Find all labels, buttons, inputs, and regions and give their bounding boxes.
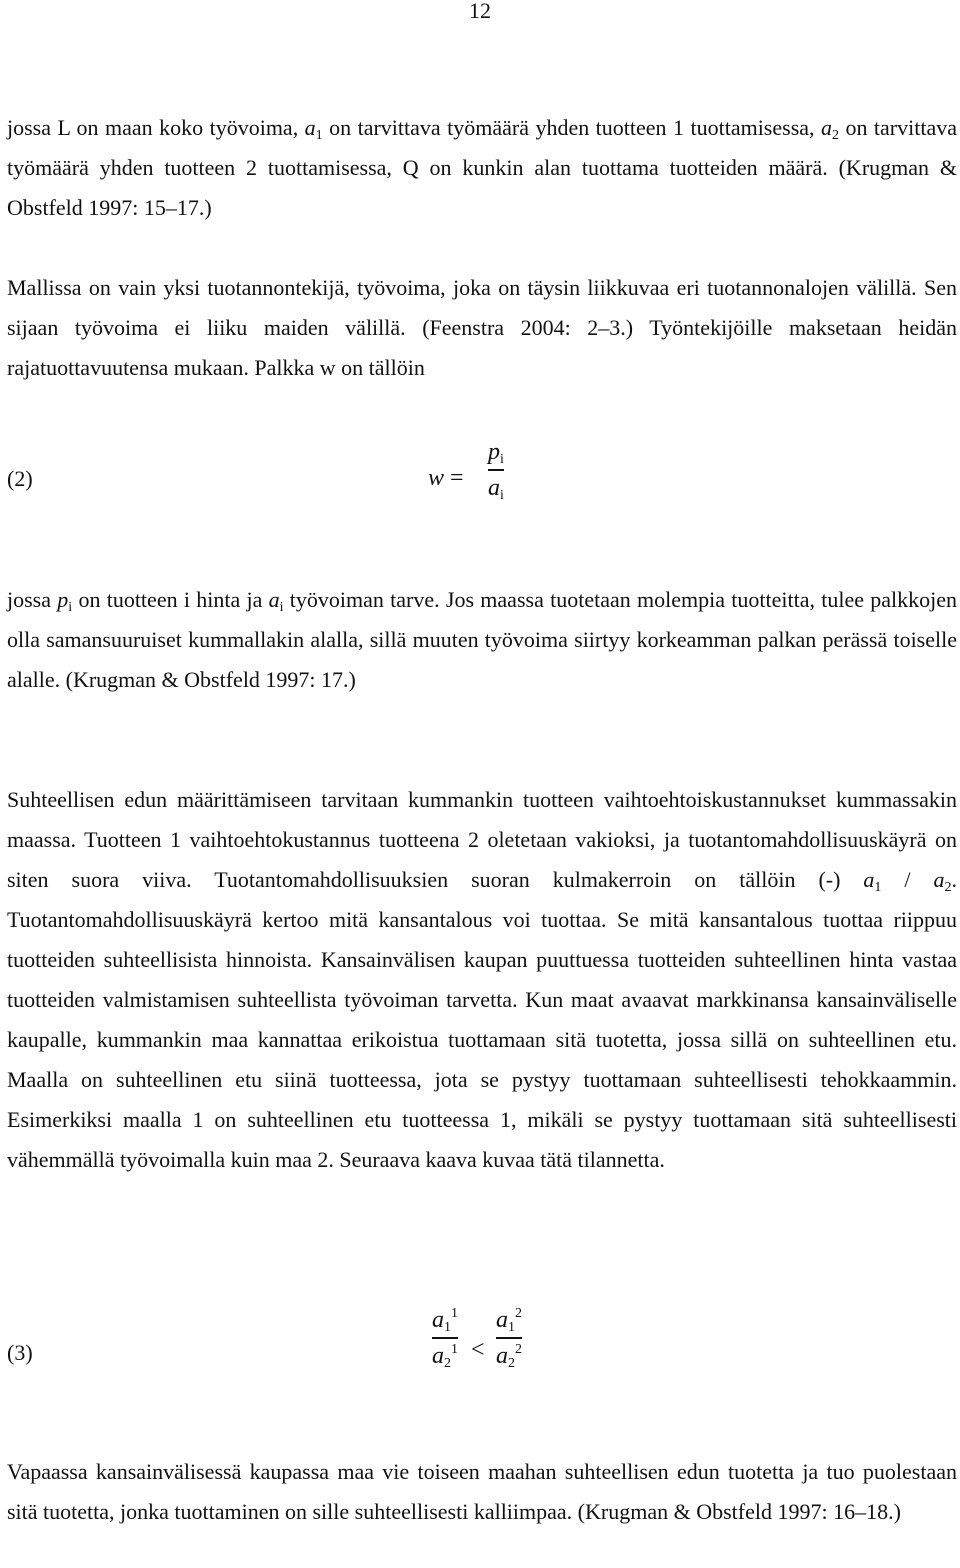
equation-2-lhs [428, 464, 464, 492]
equation-2-label: (2) [7, 466, 33, 491]
para3-text-1: jossa [7, 587, 58, 612]
sub-2: 2 [944, 880, 952, 895]
slash: / [881, 867, 934, 892]
var-ai: a [268, 587, 280, 612]
left-numerator [432, 1306, 458, 1334]
fraction-bar [496, 1337, 522, 1339]
para1-text-3: on tarvittava työmäärä yhden tuotteen 2 tuottamisessa, Q on kunkin alan tuottama tuotteiden määrä. (Krugman & Obstfeld 1997: 15–17.) [7, 115, 958, 220]
sub: 2 [508, 1355, 515, 1371]
para3-text-3: työvoiman tarve. Jos maassa tuotetaan molempia tuotteitta, tulee palkkojen olla samansuuruiset kummallakin alalla, sillä muuten työvoima siirtyy korkeamman palkan perässä toiselle alalle. (Krugman & Obstfeld 1997: 17.) [7, 587, 957, 692]
equation-3-left-fraction [432, 1306, 458, 1370]
var-a: a [432, 1342, 444, 1369]
equation-3-label: (3) [7, 1340, 33, 1365]
var-a1: a [863, 867, 875, 892]
sub-i: i [68, 600, 73, 615]
para1-text-2: on tarvittava työmäärä yhden tuotteen 1 tuottamisessa, [322, 115, 815, 140]
sup: 1 [451, 1341, 458, 1357]
paragraph-5: Vapaassa kansainvälisessä kaupassa maa vie toiseen maahan suhteellisen edun tuotetta ja tuo puolestaan sitä tuotetta, jonka tuottaminen on sille suhteellisesti kalliimpaa. (Krugman & Obstfeld 1997: 16–18.) [7, 1459, 957, 1524]
fraction-denominator [488, 474, 504, 502]
para4-text-2: . Tuotantomahdollisuuskäyrä kertoo mitä kansantalous voi tuottaa. Se mitä kansantalous tuottaa riippuu tuotteiden suhteellisista hinnoista. Kansainvälisen kaupan puuttuessa tuotteiden suhteellinen hinta vastaa tuotteiden valmistamisen suhteellista työvoiman tarvetta. Kun maat avaavat markkinansa kansainväliselle kaupalle, kummankin maa kannattaa erikoistua tuottamaan sitä tuotetta, jossa sillä on suhteellinen etu. Maalla on suhteellinen etu siinä tuotteessa, jota se pystyy tuottamaan suhteellisesti tehokkaammin. Esimerkiksi maalla 1 on suhteellinen etu tuotteessa 1, mikäli se pystyy tuottamaan sitä suhteellisesti vähemmällä työvoimalla kuin maa 2. Seuraava kaava kuvaa tätä tilannetta. [7, 867, 957, 1172]
fraction-bar [488, 469, 504, 471]
para1-text-1: jossa L on maan koko työvoima, [7, 115, 299, 140]
var-pi: p [57, 587, 69, 612]
right-numerator [496, 1306, 522, 1334]
equals-sign: = [450, 465, 464, 491]
sub-1: 1 [315, 128, 323, 143]
sub-i: i [500, 487, 504, 503]
var-a: a [496, 1307, 508, 1333]
sub: 1 [444, 1320, 451, 1335]
right-denominator [496, 1342, 522, 1370]
var-a: a [496, 1342, 508, 1369]
var-a: a [432, 1307, 444, 1333]
sup: 1 [451, 1306, 458, 1321]
less-than-sign: < [471, 1337, 485, 1363]
sup: 2 [515, 1306, 522, 1321]
sub: 2 [444, 1355, 451, 1371]
left-denominator [432, 1342, 458, 1370]
var-a2: a [821, 115, 832, 140]
sign: (-) [818, 867, 841, 892]
paragraph-2: Mallissa on vain yksi tuotannontekijä, työvoima, joka on täysin liikkuvaa eri tuotannonalojen välillä. Sen sijaan työvoima ei liiku maiden välillä. (Feenstra 2004: 2–3.) Työntekijöille maksetaan heidän rajatuottavuutensa mukaan. Palkka w on tällöin [7, 275, 957, 380]
sub-2: 2 [832, 128, 839, 143]
sub-i: i [279, 600, 284, 615]
fraction-numerator [488, 438, 504, 466]
var-p: p [488, 439, 500, 465]
sub: 1 [508, 1320, 515, 1335]
fraction-bar [432, 1337, 458, 1339]
paragraph-1 [7, 108, 957, 228]
equation-2-fraction [488, 438, 504, 502]
para4-text-1: Suhteellisen edun määrittämiseen tarvitaan kummankin tuotteen vaihtoehtoiskustannukset kummassakin maassa. Tuotteen 1 vaihtoehtokustannus tuotteena 2 oletetaan vakioksi, ja tuotantomahdollisuuskäyrä on siten suora viiva. Tuotantomahdollisuuksien suoran kulmakerroin on tällöin [7, 787, 957, 892]
var-a: a [488, 474, 500, 501]
var-w: w [428, 465, 445, 491]
paragraph-4 [7, 780, 957, 1180]
equation-3-right-fraction [496, 1306, 522, 1370]
paragraph-3 [7, 580, 957, 700]
var-a2: a [933, 867, 945, 892]
para3-text-2: on tuotteen i hinta ja [72, 587, 269, 612]
sup: 2 [515, 1341, 522, 1357]
sub-i: i [500, 452, 504, 467]
page-number: 12 [469, 0, 491, 23]
var-a1: a [304, 115, 316, 140]
sub-1: 1 [874, 880, 882, 895]
